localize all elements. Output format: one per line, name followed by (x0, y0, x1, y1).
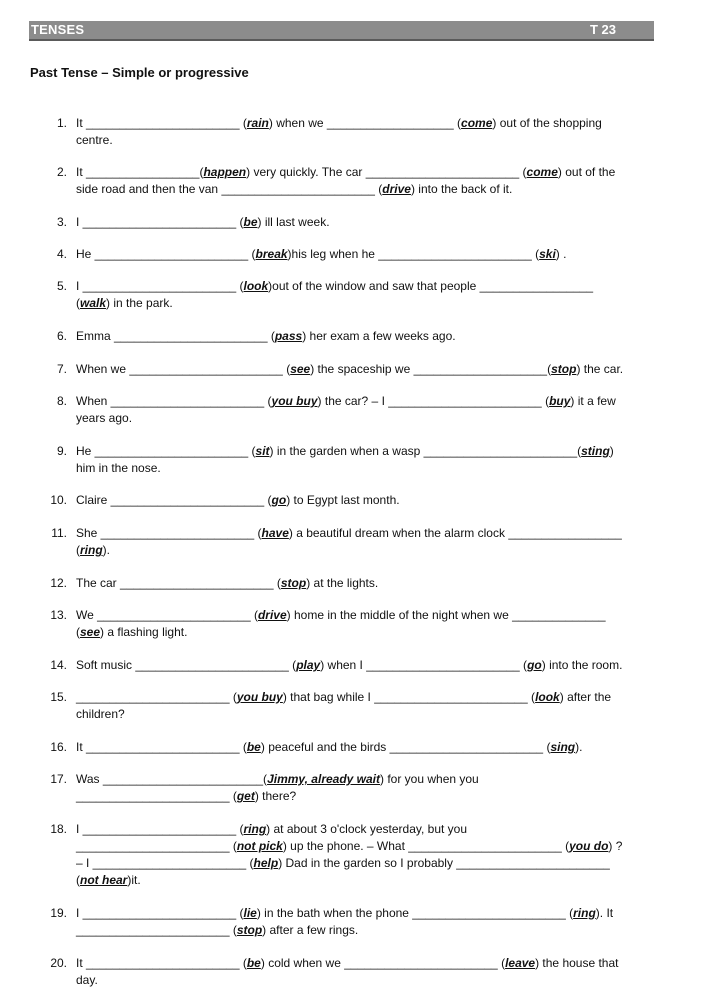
exercise-number: 15. (50, 690, 67, 704)
verb-prompt: not hear (80, 873, 128, 887)
exercise-item (50, 214, 655, 231)
exercise-line (76, 955, 655, 972)
exercise-number: 6. (56, 329, 67, 343)
exercise-line (76, 739, 655, 756)
exercise-item (50, 821, 655, 889)
exercise-number: 16. (50, 740, 67, 754)
sentence-text: ) in the park. (106, 296, 173, 310)
exercise-line (76, 905, 655, 922)
sentence-text: ) into the room. (541, 658, 623, 672)
verb-prompt: sing (550, 740, 576, 754)
exercise-line (76, 164, 655, 181)
sentence-text: ) in the bath when the phone _______________________ ( (256, 906, 574, 920)
sentence-text: ) ? (608, 839, 623, 853)
verb-prompt: be (243, 215, 258, 229)
sentence-text: ) to Egypt last month. (286, 493, 400, 507)
verb-prompt: ski (539, 247, 556, 261)
verb-prompt: go (527, 658, 542, 672)
exercise-line (76, 181, 655, 198)
verb-prompt: happen (203, 165, 247, 179)
page-title: Past Tense – Simple or progressive (30, 65, 249, 80)
exercise-item (50, 905, 655, 939)
sentence-text: ) very quickly. The car _______________________ ( (246, 165, 527, 179)
sentence-text: ) at the lights. (306, 576, 379, 590)
sentence-text: ) the spaceship we ____________________( (310, 362, 552, 376)
sentence-text: ) the car. (576, 362, 624, 376)
sentence-text: ) when I _______________________ ( (320, 658, 528, 672)
sentence-text: ( (76, 543, 80, 557)
sentence-text: – I _______________________ ( (76, 856, 254, 870)
verb-prompt: get (236, 789, 255, 803)
sentence-text: I _______________________ ( (76, 822, 244, 836)
sentence-text: ) peaceful and the birds _______________________ ( (260, 740, 551, 754)
verb-prompt: walk (80, 296, 107, 310)
sentence-text: ( (76, 625, 80, 639)
exercise-line (76, 855, 655, 872)
sentence-text: ) in the garden when a wasp _______________________( (269, 444, 582, 458)
sentence-text: _______________________ ( (76, 923, 237, 937)
verb-prompt: see (80, 625, 101, 639)
verb-prompt: drive (257, 608, 287, 622)
sentence-text: ) ill last week. (257, 215, 330, 229)
exercise-line (76, 872, 655, 889)
sentence-text: I _______________________ ( (76, 279, 244, 293)
exercise-item (50, 771, 655, 805)
sentence-text: ) up the phone. – What _______________________ ( (282, 839, 570, 853)
exercise-line (76, 525, 655, 542)
sentence-text: _______________________ ( (76, 789, 237, 803)
exercise-number: 13. (50, 608, 67, 622)
exercise-line (76, 838, 655, 855)
verb-prompt: play (296, 658, 321, 672)
verb-prompt: you buy (236, 690, 283, 704)
sentence-text: ). (575, 740, 583, 754)
sentence-text: When we _______________________ ( (76, 362, 291, 376)
verb-prompt: go (271, 493, 287, 507)
sentence-text: ) for you when you (380, 772, 479, 786)
exercise-number: 9. (56, 444, 67, 458)
exercise-item (50, 689, 655, 723)
verb-prompt: rain (246, 116, 269, 130)
exercise-number: 5. (56, 279, 67, 293)
sentence-text: ) after the (559, 690, 612, 704)
exercise-line (76, 443, 655, 460)
exercise-number: 1. (56, 116, 67, 130)
exercise-item (50, 575, 655, 592)
verb-prompt: leave (505, 956, 536, 970)
verb-prompt: lie (243, 906, 257, 920)
exercise-line (76, 689, 655, 706)
exercise-line (76, 492, 655, 509)
sentence-text: ) a flashing light. (100, 625, 188, 639)
verb-prompt: not pick (236, 839, 283, 853)
sentence-text: _______________________ ( (76, 690, 237, 704)
exercise-line (76, 624, 655, 641)
exercise-item (50, 164, 655, 198)
verb-prompt: ring (80, 543, 103, 557)
sentence-text: I _______________________ ( (76, 906, 244, 920)
exercise-item (50, 361, 655, 378)
sentence-text: ) home in the middle of the night when we ______________ (286, 608, 606, 622)
exercise-number: 17. (50, 772, 67, 786)
verb-prompt: sting (581, 444, 610, 458)
verb-prompt: help (253, 856, 279, 870)
sentence-text: Was ________________________( (76, 772, 268, 786)
exercise-line (76, 361, 655, 378)
sentence-text: ) (609, 444, 614, 458)
exercise-line (76, 821, 655, 838)
exercise-line (76, 410, 655, 427)
exercise-item (50, 328, 655, 345)
verb-prompt: stop (236, 923, 263, 937)
exercise-number: 20. (50, 956, 67, 970)
exercise-number: 19. (50, 906, 67, 920)
exercise-item (50, 607, 655, 641)
sentence-text: Emma _______________________ ( (76, 329, 275, 343)
verb-prompt: buy (549, 394, 571, 408)
exercise-line (76, 788, 655, 805)
sentence-text: years ago. (76, 411, 133, 425)
sentence-text: ) Dad in the garden so I probably _______________________ (278, 856, 610, 870)
sentence-text: It _______________________ ( (76, 956, 247, 970)
exercise-line (76, 607, 655, 624)
sentence-text: _______________________ ( (76, 839, 237, 853)
sentence-text: centre. (76, 133, 113, 147)
sentence-text: When _______________________ ( (76, 394, 272, 408)
verb-prompt: come (526, 165, 558, 179)
sentence-text: children? (76, 707, 125, 721)
exercise-item (50, 278, 655, 312)
sentence-text: ). It (595, 906, 614, 920)
exercise-line (76, 706, 655, 723)
sentence-text: It _______________________ ( (76, 740, 247, 754)
exercise-number: 12. (50, 576, 67, 590)
verb-prompt: ring (243, 822, 267, 836)
sentence-text: ) her exam a few weeks ago. (302, 329, 456, 343)
sentence-text: ( (76, 873, 80, 887)
verb-prompt: see (290, 362, 311, 376)
verb-prompt: ring (573, 906, 596, 920)
exercise-item (50, 115, 655, 149)
verb-prompt: drive (382, 182, 411, 196)
sentence-text: ) it a few (570, 394, 616, 408)
sentence-text: ( (76, 296, 80, 310)
exercise-line (76, 922, 655, 939)
exercise-number: 18. (50, 822, 67, 836)
exercise-number: 3. (56, 215, 67, 229)
verb-prompt: have (261, 526, 289, 540)
verb-prompt: be (246, 956, 261, 970)
exercise-line (76, 460, 655, 477)
exercise-item (50, 657, 655, 674)
exercise-line (76, 278, 655, 295)
sentence-text: )out of the window and saw that people _________________ (268, 279, 594, 293)
sentence-text: ) a beautiful dream when the alarm clock _________________ (288, 526, 622, 540)
exercise-item (50, 739, 655, 756)
sentence-text: We _______________________ ( (76, 608, 258, 622)
exercise-line (76, 115, 655, 132)
sentence-text: ) that bag while I _______________________ ( (282, 690, 536, 704)
verb-prompt: come (461, 116, 493, 130)
sentence-text: I _______________________ ( (76, 215, 244, 229)
sentence-text: ) the house that (535, 956, 619, 970)
sentence-text: ) cold when we _______________________ ( (260, 956, 506, 970)
header-topic: TENSES (31, 22, 85, 37)
sentence-text: The car _______________________ ( (76, 576, 281, 590)
verb-prompt: stop (280, 576, 307, 590)
sentence-text: ) when we ___________________ ( (268, 116, 462, 130)
sentence-text: Claire _______________________ ( (76, 493, 272, 507)
sentence-text: ) at about 3 o'clock yesterday, but you (266, 822, 468, 836)
verb-prompt: Jimmy, already wait (267, 772, 381, 786)
exercise-item (50, 525, 655, 559)
exercise-number: 14. (50, 658, 67, 672)
exercise-item (50, 492, 655, 509)
exercise-item (50, 443, 655, 477)
verb-prompt: you buy (271, 394, 318, 408)
exercise-line (76, 246, 655, 263)
exercise-number: 7. (56, 362, 67, 376)
verb-prompt: break (255, 247, 288, 261)
exercise-line (76, 328, 655, 345)
sentence-text: She _______________________ ( (76, 526, 262, 540)
exercise-number: 11. (51, 526, 67, 540)
verb-prompt: sit (255, 444, 270, 458)
sentence-text: ) . (555, 247, 567, 261)
sentence-text: ) into the back of it. (410, 182, 513, 196)
exercise-line (76, 214, 655, 231)
sentence-text: ). (102, 543, 111, 557)
exercise-item (50, 246, 655, 263)
sentence-text: )his leg when he _______________________ ( (287, 247, 540, 261)
verb-prompt: look (535, 690, 560, 704)
sentence-text: Soft music _______________________ ( (76, 658, 297, 672)
sentence-text: It _________________( (76, 165, 204, 179)
sentence-text: He _______________________ ( (76, 444, 256, 458)
exercise-number: 10. (50, 493, 67, 507)
sentence-text: ) there? (254, 789, 297, 803)
sentence-text: ) after a few rings. (262, 923, 359, 937)
exercise-number: 4. (56, 247, 67, 261)
exercise-item (50, 393, 655, 427)
verb-prompt: be (246, 740, 261, 754)
sentence-text: ) out of the (557, 165, 616, 179)
sentence-text: )it. (127, 873, 141, 887)
exercise-item (50, 955, 655, 989)
sentence-text: day. (76, 973, 98, 987)
exercise-line (76, 657, 655, 674)
exercise-number: 8. (56, 394, 67, 408)
sentence-text: It _______________________ ( (76, 116, 247, 130)
header-code: T 23 (589, 22, 616, 37)
verb-prompt: pass (274, 329, 303, 343)
sentence-text: side road and then the van _______________________ ( (76, 182, 383, 196)
sentence-text: him in the nose. (76, 461, 161, 475)
sentence-text: ) out of the shopping (492, 116, 602, 130)
verb-prompt: stop (551, 362, 577, 376)
verb-prompt: look (243, 279, 269, 293)
verb-prompt: you do (569, 839, 609, 853)
exercise-line (76, 542, 655, 559)
sentence-text: ) the car? – I _______________________ ( (317, 394, 550, 408)
exercise-line (76, 393, 655, 410)
exercise-line (76, 771, 655, 788)
exercise-line (76, 972, 655, 989)
exercise-line (76, 575, 655, 592)
exercise-line (76, 132, 655, 149)
header-bar (29, 21, 654, 41)
exercise-number: 2. (56, 165, 67, 179)
sentence-text: He _______________________ ( (76, 247, 256, 261)
exercise-line (76, 295, 655, 312)
